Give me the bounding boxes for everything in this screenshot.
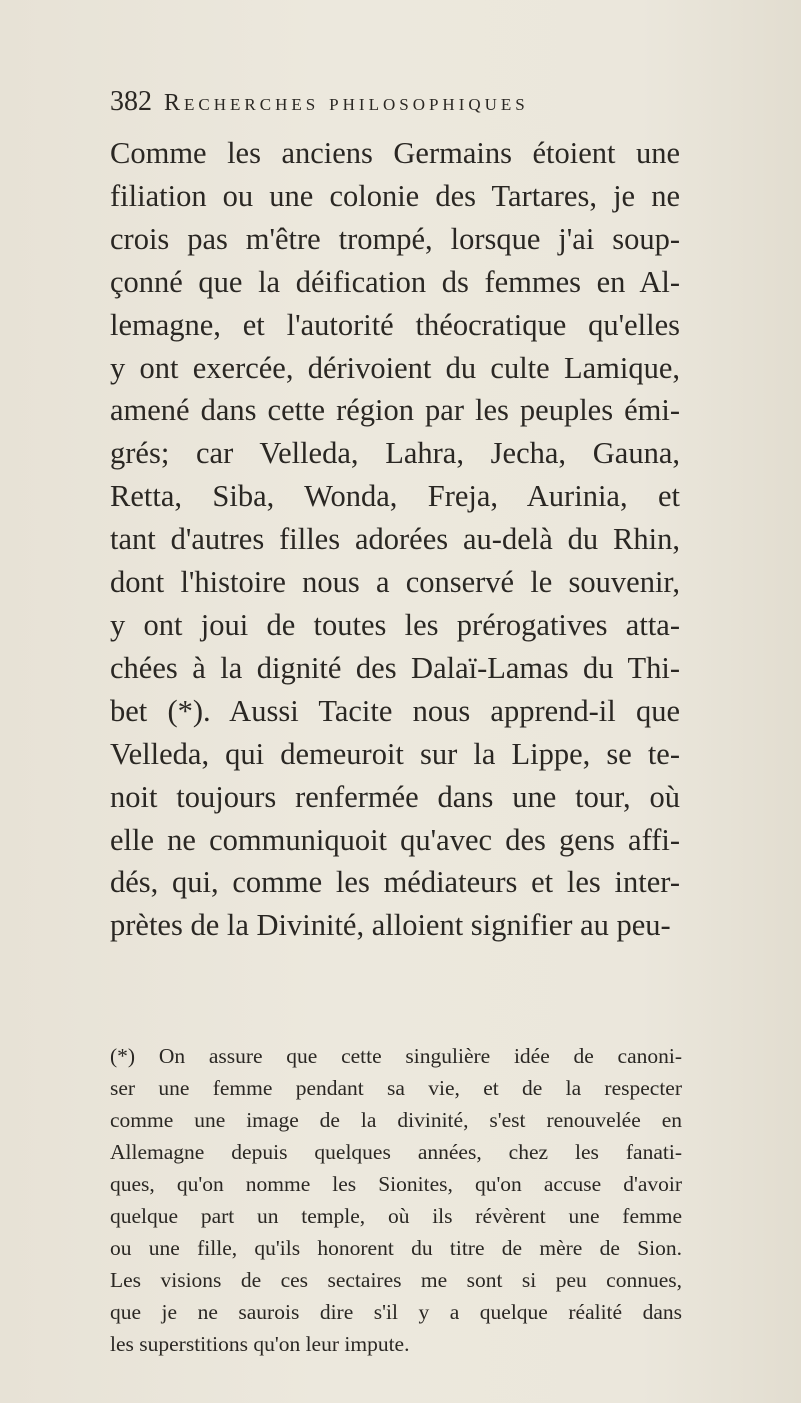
text-line: dés, qui, comme les médiateurs et les inter- xyxy=(110,865,680,900)
footnote-line: quelque part un temple, où ils révèrent une femme xyxy=(110,1204,682,1228)
footnote-line: comme une image de la divinité, s'est renouvelée en xyxy=(110,1108,682,1132)
text-line: çonné que la déification ds femmes en Al- xyxy=(110,264,680,299)
text-line: y ont exercée, dérivoient du culte Lamique, xyxy=(110,350,680,385)
text-line: amené dans cette région par les peuples émi- xyxy=(110,393,680,428)
footnote-line: ou une fille, qu'ils honorent du titre de mère de Sion. xyxy=(110,1236,682,1260)
text-line: chées à la dignité des Dalaï-Lamas du Thi- xyxy=(110,650,680,685)
text-line: y ont joui de toutes les prérogatives atta- xyxy=(110,607,680,642)
text-line: crois pas m'être trompé, lorsque j'ai soup- xyxy=(110,221,680,256)
main-text xyxy=(110,132,680,947)
text-line: filiation ou une colonie des Tartares, je ne xyxy=(110,178,680,213)
text-line: dont l'histoire nous a conservé le souvenir, xyxy=(110,565,680,600)
text-line: bet (*). Aussi Tacite nous apprend-il que xyxy=(110,693,680,728)
footnote-line: Les visions de ces sectaires me sont si peu connues, xyxy=(110,1268,682,1292)
footnote-line: les superstitions qu'on leur impute. xyxy=(110,1332,410,1356)
text-line: Retta, Siba, Wonda, Freja, Aurinia, et xyxy=(110,479,680,514)
text-line: Velleda, qui demeuroit sur la Lippe, se te- xyxy=(110,736,680,771)
running-head: Recherches philosophiques xyxy=(164,90,529,116)
text-line: elle ne communiquoit qu'avec des gens affi- xyxy=(110,822,680,857)
text-line: grés; car Velleda, Lahra, Jecha, Gauna, xyxy=(110,436,680,471)
page-header xyxy=(110,86,670,126)
footnote xyxy=(110,1040,682,1360)
text-line: Comme les anciens Germains étoient une xyxy=(110,136,680,170)
footnote-line: Allemagne depuis quelques années, chez les fanati- xyxy=(110,1140,682,1164)
page-number: 382 xyxy=(110,86,152,117)
text-line: prètes de la Divinité, alloient signifier au peu- xyxy=(110,908,671,943)
text-line: tant d'autres filles adorées au-delà du Rhin, xyxy=(110,522,680,557)
footnote-line: ser une femme pendant sa vie, et de la respecter xyxy=(110,1076,682,1100)
text-line: noit toujours renfermée dans une tour, où xyxy=(110,779,680,814)
footnote-line: que je ne saurois dire s'il y a quelque réalité dans xyxy=(110,1300,682,1324)
text-line: lemagne, et l'autorité théocratique qu'elles xyxy=(110,307,680,342)
footnote-line: ques, qu'on nomme les Sionites, qu'on accuse d'avoir xyxy=(110,1172,682,1196)
footnote-line: (*) On assure que cette singulière idée de canoni- xyxy=(110,1044,682,1068)
